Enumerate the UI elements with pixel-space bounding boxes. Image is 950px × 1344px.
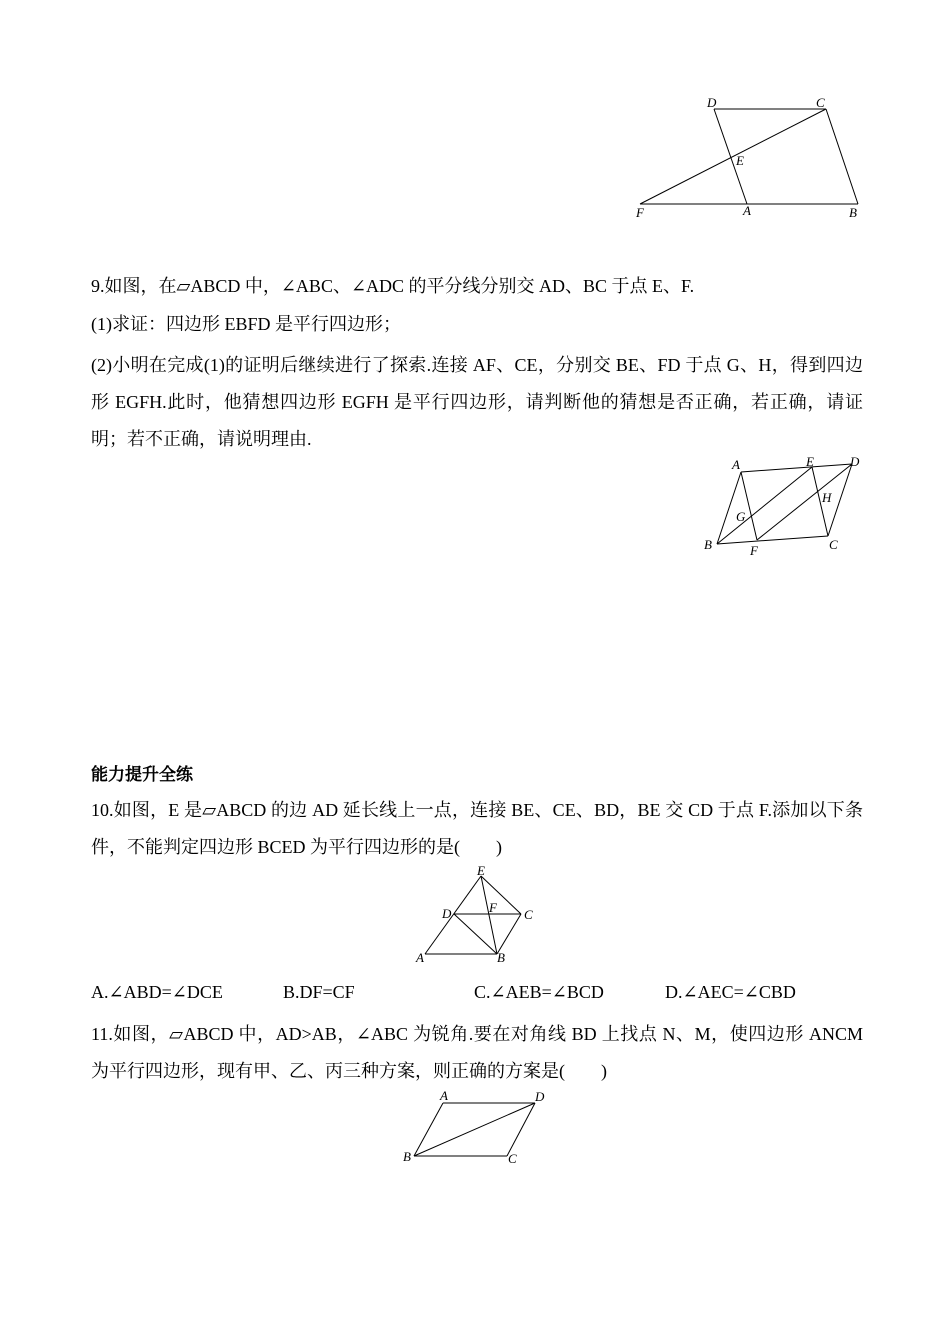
- label-c: C: [524, 907, 533, 922]
- option-text: DF=CF: [299, 982, 355, 1002]
- figure-q10: [410, 862, 550, 967]
- segment-bc: [717, 536, 828, 544]
- label-c: C: [508, 1151, 517, 1166]
- label-b: B: [849, 205, 857, 220]
- figure-q10-svg: [410, 862, 550, 967]
- label-b: B: [497, 950, 505, 965]
- segment-ec: [481, 876, 521, 914]
- option-label: B.: [283, 982, 300, 1002]
- option-label: D.: [665, 982, 683, 1002]
- figure-q9: [700, 452, 870, 562]
- label-a: A: [416, 950, 424, 965]
- q10-stem: 10.如图，E 是▱ABCD 的边 AD 延长线上一点，连接 BE、CE、BD，BE 交 CD 于点 F.添加以下条件，不能判定四边形 BCED 为平行四边形的是( ): [91, 800, 863, 857]
- segment-be: [717, 467, 812, 544]
- segment-ae: [425, 876, 481, 954]
- figure-parallelogram-fea: [630, 95, 870, 225]
- label-b: B: [403, 1149, 411, 1164]
- q10-option-d: [665, 982, 796, 1003]
- q9-part1: (1)求证：四边形 EBFD 是平行四边形；: [91, 314, 401, 334]
- label-e: E: [736, 153, 744, 168]
- segment-ab: [717, 472, 741, 544]
- q10-option-a: [91, 982, 223, 1003]
- label-d: D: [535, 1089, 545, 1104]
- figure-q9-svg: [700, 452, 870, 562]
- option-text: ∠ABD=∠DCE: [108, 982, 223, 1002]
- segment-ab: [414, 1103, 443, 1156]
- label-d: D: [707, 95, 717, 110]
- q9-stem: 9.如图，在▱ABCD 中，∠ABC、∠ADC 的平分线分别交 AD、BC 于点 E、F.: [91, 276, 695, 296]
- section-heading: 能力提升全练: [91, 765, 193, 784]
- label-b: B: [704, 537, 712, 552]
- label-e: E: [477, 863, 485, 878]
- segment-dc: [507, 1103, 535, 1156]
- segment-cb: [826, 109, 858, 204]
- segment-db: [454, 914, 497, 954]
- q10-option-b: [283, 982, 355, 1003]
- figure-q11-svg: [400, 1086, 560, 1171]
- segment-bd: [414, 1103, 535, 1156]
- option-text: ∠AEC=∠CBD: [682, 982, 796, 1002]
- label-a: A: [743, 203, 751, 218]
- label-f: F: [489, 900, 497, 915]
- label-f: F: [636, 205, 644, 220]
- label-h: H: [822, 490, 832, 505]
- option-text: ∠AEB=∠BCD: [490, 982, 604, 1002]
- label-a: A: [440, 1088, 448, 1103]
- label-g: G: [736, 509, 746, 524]
- label-d: D: [442, 906, 452, 921]
- figure-1-svg: [630, 95, 870, 225]
- segment-fd: [757, 464, 852, 540]
- segment-eb: [481, 876, 497, 954]
- label-d: D: [850, 454, 860, 469]
- q11-stem: 11.如图，▱ABCD 中，AD>AB，∠ABC 为锐角.要在对角线 BD 上找点 N、M，使四边形 ANCM 为平行四边形，现有甲、乙、丙三种方案，则正确的方案是( ): [91, 1024, 863, 1081]
- segment-fc: [640, 109, 826, 204]
- segment-dc: [828, 464, 852, 536]
- label-c: C: [829, 537, 838, 552]
- label-e: E: [806, 454, 814, 469]
- q9-part2: (2)小明在完成(1)的证明后继续进行了探索.连接 AF、CE，分别交 BE、FD 于点 G、H，得到四边形 EGFH.此时，他猜想四边形 EGFH 是平行四边形，请判断他的猜想是否正确，若正确，请证明；若不正确，请说明理由.: [91, 355, 863, 449]
- label-f: F: [750, 543, 758, 558]
- option-label: A.: [91, 982, 109, 1002]
- label-c: C: [816, 95, 825, 110]
- segment-af: [741, 472, 757, 540]
- option-label: C.: [474, 982, 491, 1002]
- segment-ad: [741, 464, 852, 472]
- figure-q11: [400, 1086, 560, 1171]
- label-a: A: [732, 457, 740, 472]
- q10-option-c: [474, 982, 604, 1003]
- segment-bc: [497, 914, 521, 954]
